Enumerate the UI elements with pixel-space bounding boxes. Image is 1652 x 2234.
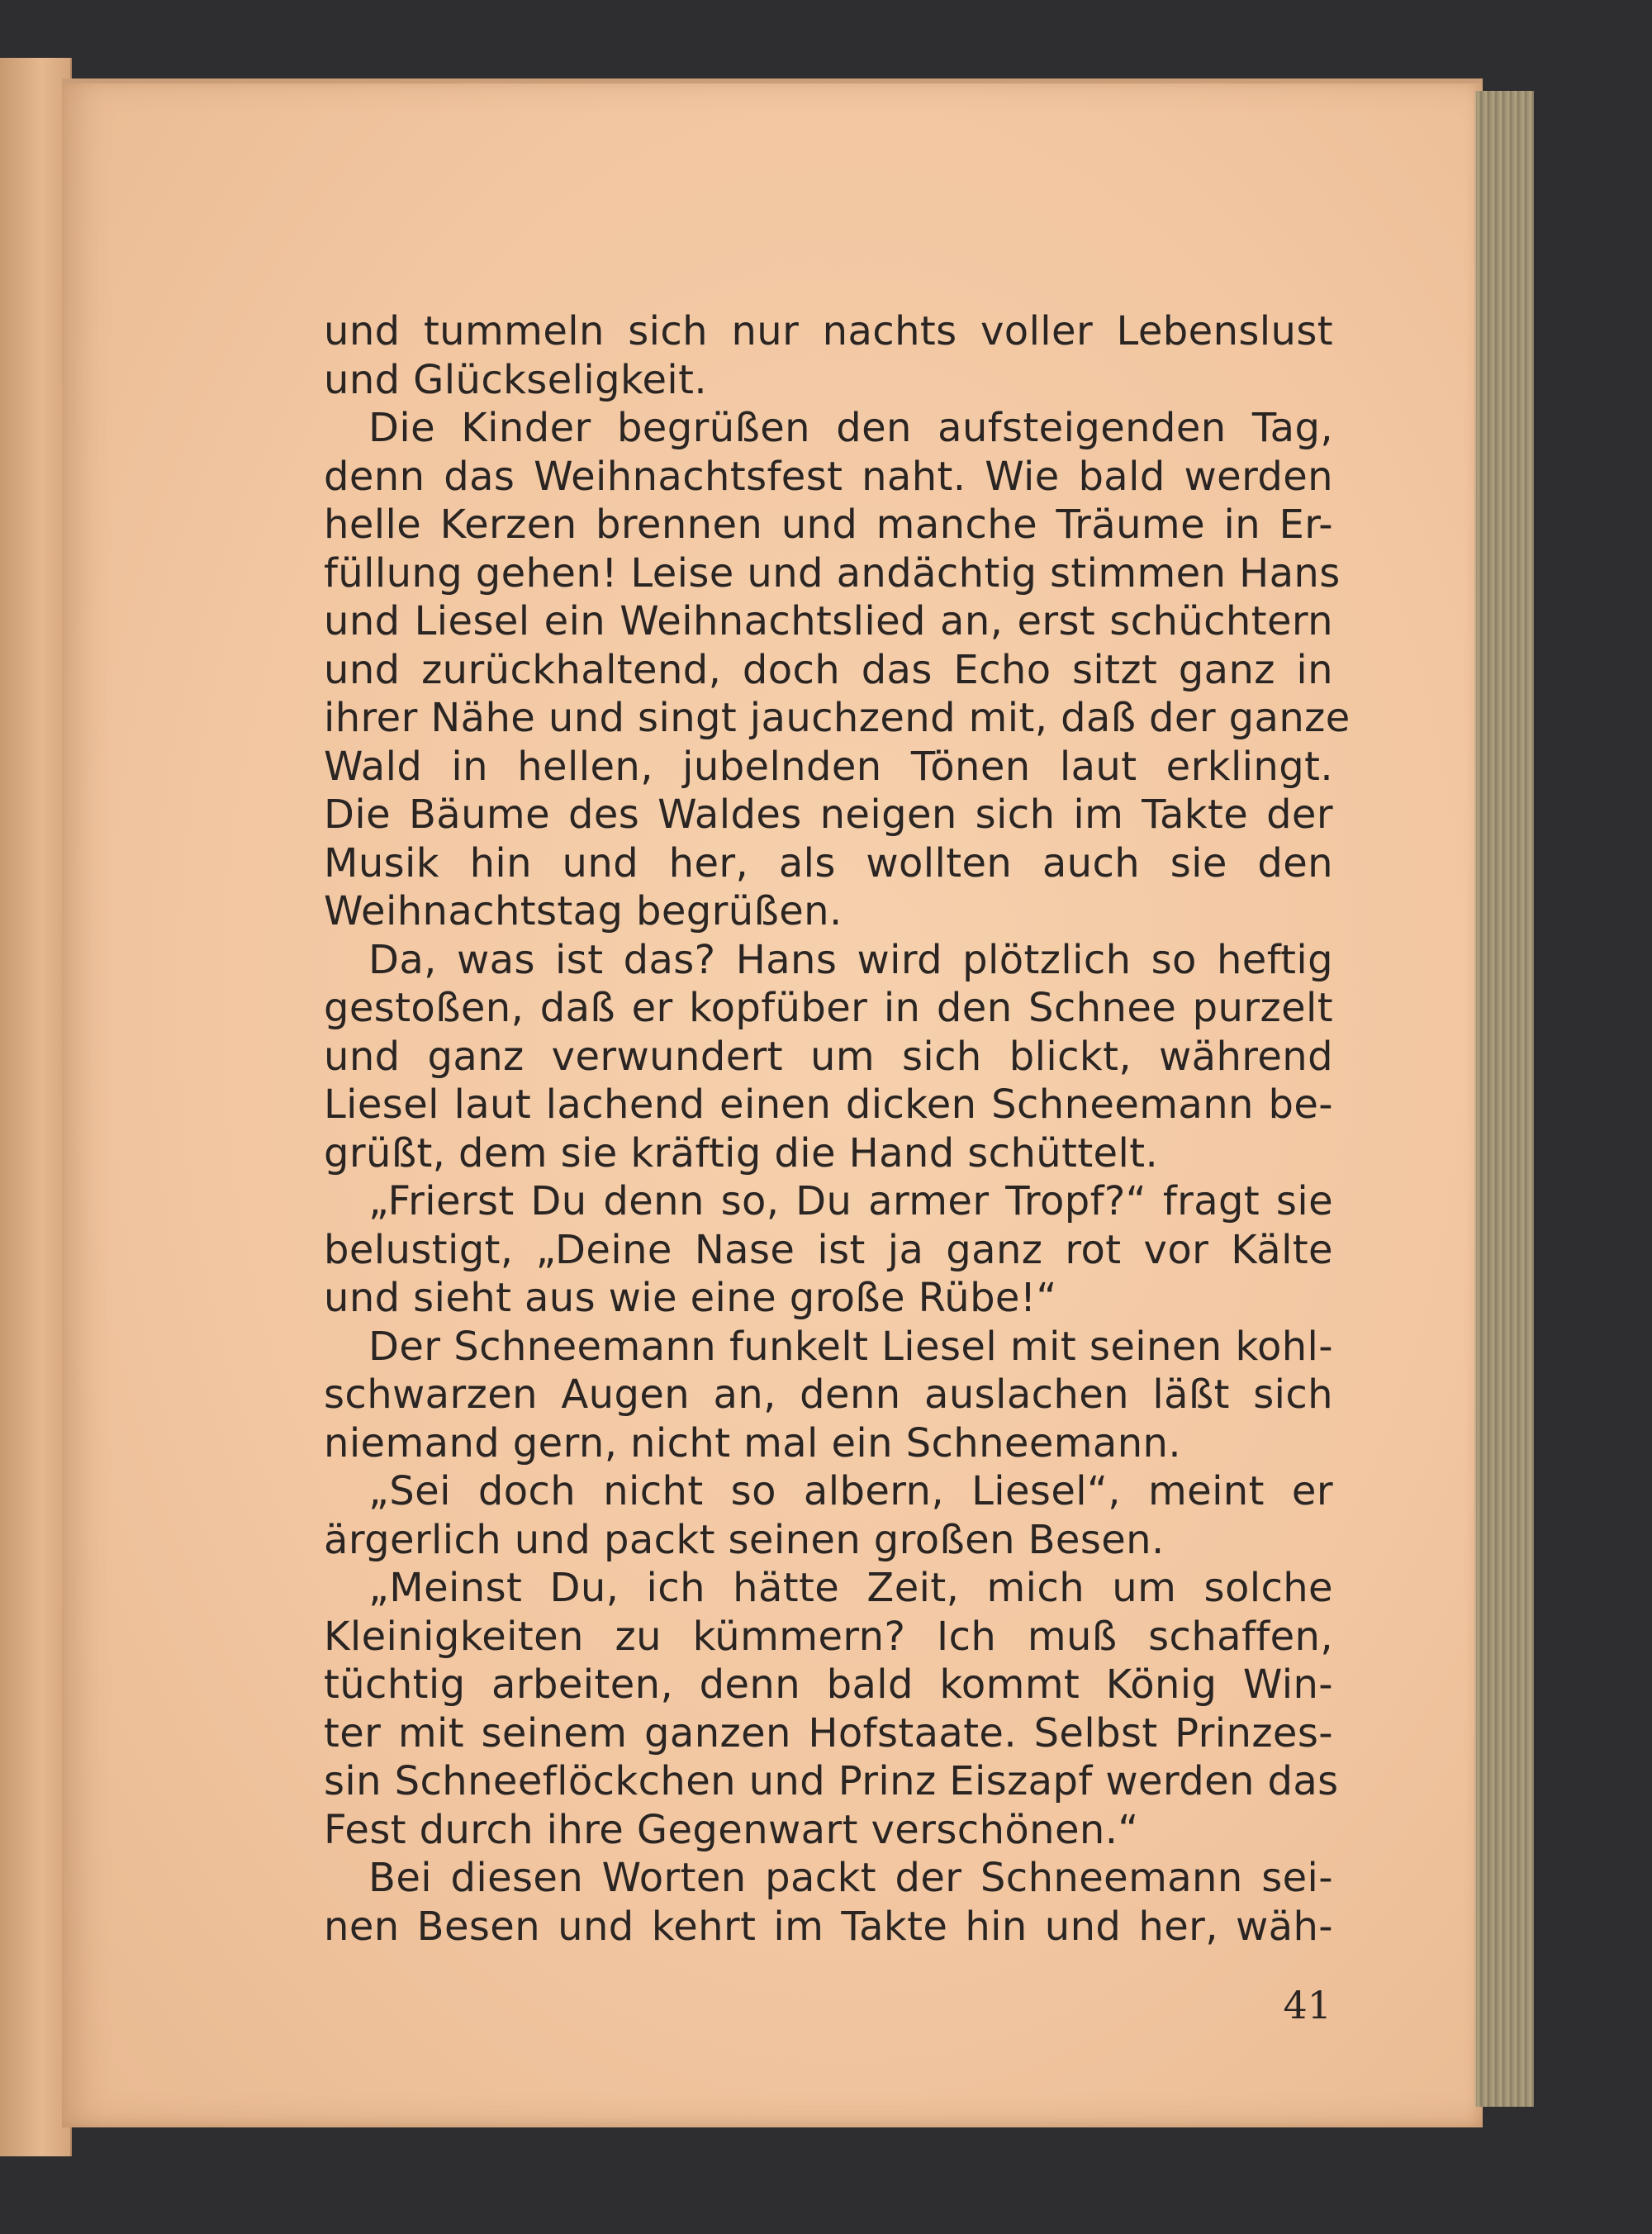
text-line: ter mit seinem ganzen Hofstaate. Selbst Prinzes- [324, 1709, 1333, 1756]
text-line: denn das Weihnachtsfest naht. Wie bald werden [324, 453, 1333, 500]
page-top-edge [62, 78, 1483, 83]
text-line: und Liesel ein Weihnachtslied an, erst schüchtern [324, 598, 1333, 644]
text-line: „Frierst Du denn so, Du armer Tropf?“ fragt sie [368, 1178, 1333, 1224]
text-line: Wald in hellen, jubelnden Tönen laut erklingt. [324, 743, 1333, 790]
text-line: Fest durch ihre Gegenwart verschönen.“ [324, 1806, 1139, 1853]
text-line: helle Kerzen brennen und manche Träume in Er- [324, 501, 1333, 548]
previous-page-edge [0, 58, 72, 2156]
text-line: „Sei doch nicht so albern, Liesel“, meint er [368, 1468, 1333, 1514]
text-line: und Glückseligkeit. [324, 356, 708, 403]
text-line: füllung gehen! Leise und andächtig stimmen Hans [324, 549, 1341, 597]
text-line: Weihnachtstag begrüßen. [324, 888, 843, 934]
text-line: tüchtig arbeiten, denn bald kommt König Win- [324, 1661, 1333, 1708]
text-line: Kleinigkeiten zu kümmern? Ich muß schaffen, [324, 1613, 1333, 1660]
page-number: 41 [1283, 1983, 1332, 2027]
text-line: Der Schneemann funkelt Liesel mit seinen kohl- [368, 1323, 1333, 1370]
text-line: Bei diesen Worten packt der Schneemann sei- [368, 1855, 1333, 1901]
text-line: gestoßen, daß er kopfüber in den Schnee purzelt [324, 985, 1333, 1031]
text-line: nen Besen und kehrt im Takte hin und her, wäh- [324, 1903, 1333, 1950]
text-line: Die Bäume des Waldes neigen sich im Takte der [324, 791, 1333, 838]
page-stack-edge [1474, 91, 1534, 2107]
text-line: Liesel laut lachend einen dicken Schneemann be- [324, 1081, 1333, 1128]
text-line: schwarzen Augen an, denn auslachen läßt sich [324, 1371, 1333, 1418]
text-line: Musik hin und her, als wollten auch sie den [324, 839, 1333, 886]
text-line: und tummeln sich nur nachts voller Lebenslust [324, 308, 1333, 354]
text-line: „Meinst Du, ich hätte Zeit, mich um solche [368, 1565, 1333, 1611]
body-text [324, 307, 1351, 1951]
text-line: belustigt, „Deine Nase ist ja ganz rot vor Kälte [324, 1226, 1333, 1273]
text-line: und ganz verwundert um sich blickt, während [324, 1033, 1333, 1080]
text-line: Da, was ist das? Hans wird plötzlich so heftig [368, 936, 1333, 983]
text-line: sin Schneeflöckchen und Prinz Eiszapf werden das [324, 1758, 1339, 1804]
text-line: und sieht aus wie eine große Rübe!“ [324, 1275, 1057, 1321]
text-line: ärgerlich und packt seinen großen Besen. [324, 1516, 1165, 1563]
text-line: grüßt, dem sie kräftig die Hand schüttelt. [324, 1129, 1159, 1176]
text-line: ihrer Nähe und singt jauchzend mit, daß der ganze [324, 695, 1351, 741]
text-line: Die Kinder begrüßen den aufsteigenden Tag, [368, 405, 1333, 451]
text-line: niemand gern, nicht mal ein Schneemann. [324, 1419, 1182, 1466]
text-line: und zurückhaltend, doch das Echo sitzt ganz in [324, 646, 1333, 693]
